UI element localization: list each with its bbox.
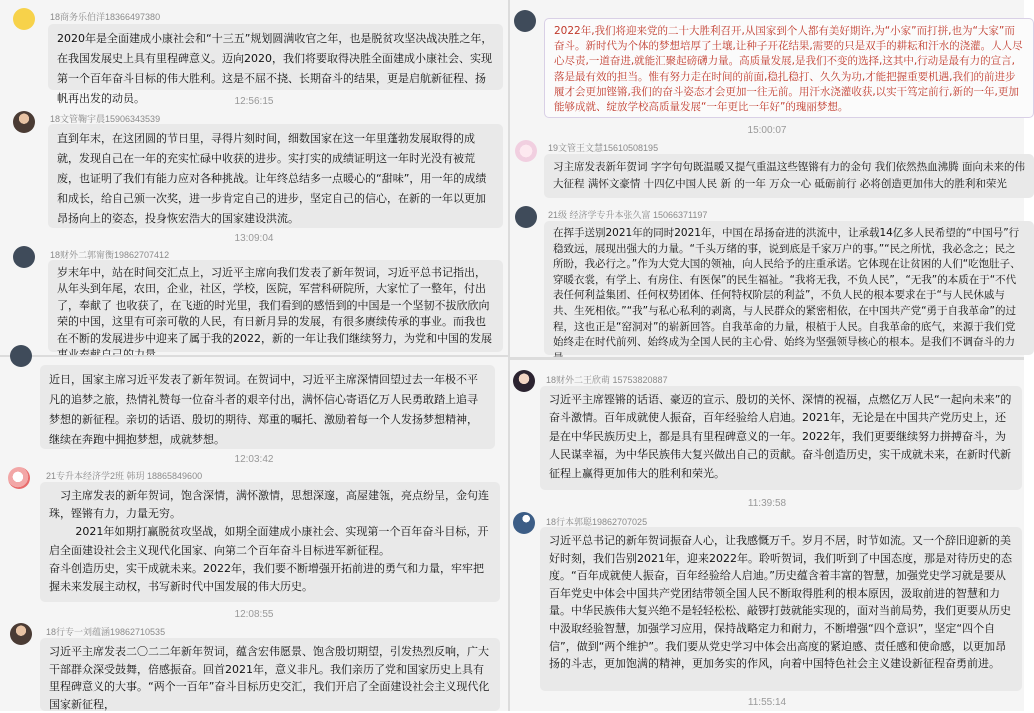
- sender-name: 18文管鞠宇晨15906343539: [50, 114, 161, 124]
- sender-name: 21专升本经济学2班 韩玥 18865849600: [46, 471, 203, 481]
- message-timestamp: 11:55:14: [747, 697, 787, 708]
- sender-name: 18财外二王欣萌 15753820887: [546, 375, 668, 385]
- sender-name: 18行专一刘蕴涵19862710535: [46, 627, 166, 637]
- user-avatar[interactable]: [513, 370, 535, 392]
- user-avatar[interactable]: [515, 206, 537, 228]
- message-bubble[interactable]: 习近平主席铿锵的话语、豪迈的宣示、殷切的关怀、深情的祝福，点燃亿万人民“一起向未来”的奋斗激情。百年成就使人振奋，百年经验给人启迪。2021年，无论是在中国共产党历史上，还是在中华民族历史上，都是具有里程碑意义的一年。2022年，我们更要继续努力拼搏奋斗，为人民谋幸福，为中华民族伟大复兴做出自己的贡献。奋斗创造历史，实干成就未来，在新时代新征程上赢得更加伟大的胜利和荣光。: [540, 386, 1022, 490]
- user-avatar[interactable]: [8, 467, 30, 489]
- sender-name: 18商务乐伯洋18366497380: [50, 12, 161, 22]
- user-avatar[interactable]: [513, 512, 535, 534]
- user-avatar[interactable]: [515, 140, 537, 162]
- sender-name: 18行本郭聪19862707025: [546, 517, 648, 527]
- message-timestamp: 12:03:42: [234, 454, 274, 465]
- message-bubble[interactable]: 习近平总书记的新年贺词振奋人心，让我感慨万千。岁月不居，时节如流。又一个辞旧迎新的美好时刻，我们告别2021年，迎来2022年。聆听贺词，我们听到了中国态度，那是对待历史的态度。“百年成就使人振奋，百年经验给人启迪。”历史蕴含着丰富的智慧，加强党史学习就是要从百年党史中体会中国共产党团结带领全国人民不断取得胜利的根本原因，汲取前进的智慧和力量。中华民族伟大复兴绝不是轻轻松松、敲锣打鼓就能实现的，面对当前局势，我们更要从历史中汲取经验智慧，加强学习应用，保持战略定力和耐力，不断增强“四个意识”，坚定“四个自信”，做到“两个维护”。我们要从党史学习中体会出高度的紧迫感、责任感和使命感，以更加昂扬的斗志，更加饱满的精神，更加务实的作风，向着中国特色社会主义建设新征程奋勇前进。: [540, 527, 1022, 691]
- chat-panel-bottom-left[interactable]: [0, 357, 508, 711]
- message-bubble[interactable]: 岁末年中，站在时间交汇点上，习近平主席向我们发表了新年贺词，习近平总书记指出，从年头到年尾，农田，企业，社区，学校，医院，军营科研院所，大家忙了一整年，付出了，奉献了 也收获了，在飞逝的时光里，我们看到的感悟到的中国是一个坚韧不拔欣欣向荣的中国，这里有可亲可敬的人民，有日新月异的发展，有很多赓续传承的事业。而我也在不断的发展进步中迎来了属于我的2022，新的一年让我们继续努力，为党和中国的发展: [48, 260, 503, 352]
- chat-panel-top-right[interactable]: [510, 0, 1024, 357]
- message-timestamp: 12:56:15: [234, 96, 274, 107]
- message-paragraph: 2021年如期打赢脱贫攻坚战，如期全面建成小康社会、实现第一个百年奋斗目标，开启全面建设社会主义现代化国家、向第二个百年奋斗目标进军新征程。: [49, 525, 489, 557]
- message-timestamp: 15:00:07: [747, 125, 787, 136]
- message-paragraph: 习主席发表的新年贺词，饱含深情，满怀激情，思想深邃，高屋建瓴，亮点纷呈，金句连珠，铿锵有力，力量无穷。: [49, 489, 489, 521]
- sender-name: 21级 经济学专升本张久富 15066371197: [548, 210, 708, 220]
- message-bubble[interactable]: 近日，国家主席习近平发表了新年贺词。在贺词中，习近平主席深情回望过去一年极不平凡的追梦之旅，热情礼赞每一位奋斗者的艰辛付出，满怀信心寄语亿万人民勇敢踏上追寻梦想的新征程。亲切的话语、殷切的期待、郑重的嘱托、激励着每一个人发扬梦想精神，继续在奔跑中拥抱梦想，成就梦想。: [40, 365, 495, 449]
- sender-name: 18财外二郭甯衡19862707412: [50, 250, 170, 260]
- message-bubble[interactable]: 在挥手送别2021年的同时2021年，中国在昂扬奋进的洪流中，让承载14亿多人民希望的“中国号”行稳致远，展现出强大的力量。“千头万绪的事，说到底是千家万户的事。”“民之所忧，我必念之；民之所盼，我必行之。”作为大党大国的领袖，向人民给予的庄重承诺。它体现在让贫困的人们“吃饱肚子、穿暖衣裳，有学上、有房住、有医保”的民生福祉。“我将无我，不负人民”，“无我”的本质在于“不代表任何利益集团、任何权势团体、任何特权阶层的利益”，不负人民的根本要求在于“与人民休戚与共、生死相依。”“我”与私心私利的剥离，与人民群众的紧密相依，在中国共产党“勇于自我革命”的过程，这也正是“窑洞对”的崭新回答。自我革命的力量，根植于人民。自我革命的底气，来源于我们党始终走在时代前列、始终成为全国人民的主心骨、始终为坚强领导核心的根本。是我们不调奋斗的力: [544, 221, 1034, 355]
- message-bubble[interactable]: 直到年末，在这团圆的节日里，寻得片刻时间，细数国家在这一年里蓬勃发展取得的成就，发现自己在一年的充实忙碌中收获的进步。实打实的成绩证明这一年时光没有被荒废，也证明了我们有能力应对各种挑战。让年终总结多一点暖心的“甜味”，用一年的成绩和成长，给自己颁一次奖，进一步肯定自己的进步，坚定自己的信心，在新的一年以更加昂扬向上的姿态，投身恢宏浩大的国家建设洪流。: [48, 124, 503, 228]
- chat-panel-bottom-right[interactable]: [510, 360, 1024, 711]
- message-timestamp: 13:09:04: [234, 233, 274, 244]
- message-timestamp: 12:08:55: [234, 609, 274, 620]
- user-avatar[interactable]: [514, 10, 536, 32]
- chat-panel-top-left[interactable]: [0, 0, 508, 355]
- message-bubble[interactable]: 习主席发表新年贺词 字字句句既温暖又提气重温这些铿锵有力的金句 我们依然热血沸腾 面向未来的伟大征程 满怀文豪情 十四亿中国人民 新 的一年 万众一心 砥砺前行 必将创造更加伟大的胜利和荣光: [544, 154, 1034, 198]
- message-timestamp: 11:39:58: [747, 498, 787, 509]
- user-avatar[interactable]: [13, 246, 35, 268]
- message-bubble[interactable]: 2022年,我们将迎来党的二十大胜利召开,从国家到个人都有美好期许,为“小家”而打拼,也为“大家”而奋斗。新时代为个体的梦想培厚了土壤,让种子开花结果,需要的只是双手的耕耘和汗水的浇灌。人人尽心尽责,一道奋进,就能汇聚起磅礴力量。高质量发展,是我们不变的选择,这其中,行动是最有力的宣言,落是最有效的担当。惟有努力走在时间的前面,稳扎稳打、久久为功,才能把握重要机遇,我们的前进步履才会更加铿锵,我们的奋斗姿态才会更加一往无前。用汗水浇灌收获,以实干笃定前行,新的一年,更加能够成就、绽放学校高质量发展“一年更比一年好”的瑰丽梦想。: [544, 18, 1034, 118]
- user-avatar[interactable]: [10, 345, 32, 367]
- message-bubble[interactable]: 习近平主席发表二〇二二年新年贺词，蕴含宏伟愿景、饱含殷切期望，引发热烈反响，广大干部群众深受鼓舞，倍感振奋。回首2021年，意义非凡。我们亲历了党和国家历史上具有里程碑意义的大事。“两个一百年”奋斗目标历史交汇，我们开启了全面建设社会主义现代化国家新征程，: [40, 638, 500, 711]
- user-avatar[interactable]: [10, 623, 32, 645]
- user-avatar[interactable]: [13, 111, 35, 133]
- sender-name: 19文管王文慧15610508195: [548, 143, 659, 153]
- message-bubble[interactable]: 2020年是全面建成小康社会和“十三五”规划圆满收官之年，也是脱贫攻坚决战决胜之年，在我国发展史上具有里程碑意义。迈向2020，我们将要取得决胜全面建成小康社会、实现第一个百年奋斗目标的伟大胜利。这是不屈不挠、长期奋斗的结果，更是启航新征程、扬帆再出发的动员。: [48, 24, 503, 90]
- user-avatar[interactable]: [13, 8, 35, 30]
- message-paragraph: 奋斗创造历史，实干成就未来。2022年，我们要不断增强开拓前进的勇气和力量，牢牢把握未来发展主动权，书写新时代中国发展的伟大历史。: [49, 561, 484, 594]
- message-bubble[interactable]: [40, 482, 500, 602]
